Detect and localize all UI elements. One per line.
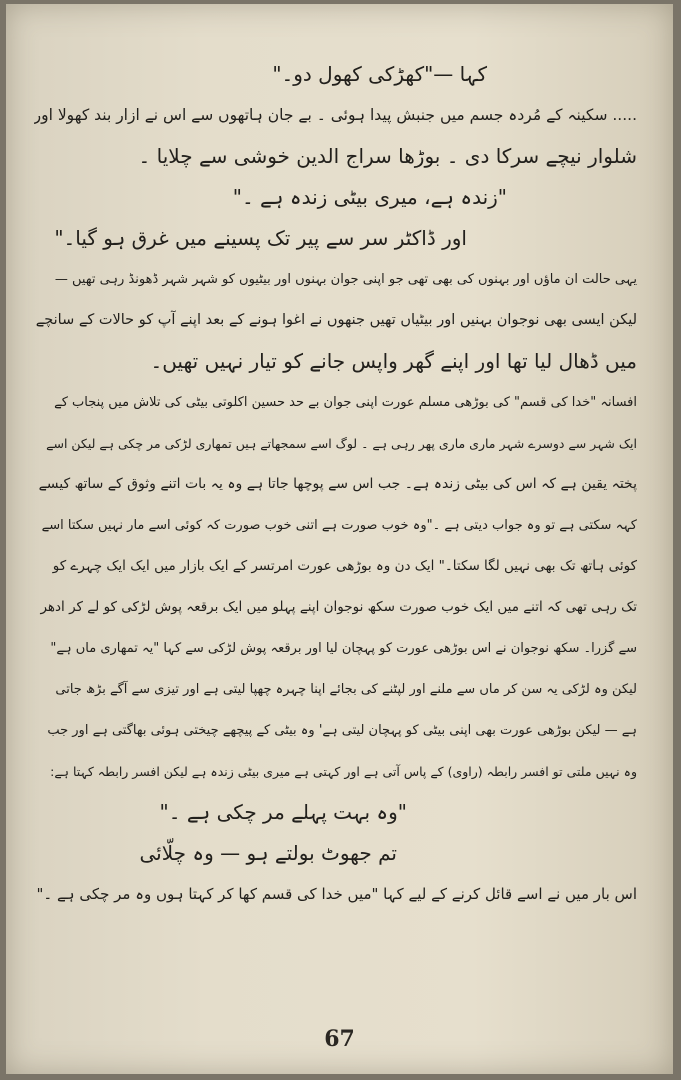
text-line: تم جھوٹ بولتے ہو — وہ چلّائی (139, 841, 397, 865)
text-line: "زندہ ہے، میری بیٹی زندہ ہے ۔" (232, 185, 507, 209)
text-line: تک رہی تھی کہ اتنے میں ایک خوب صورت سکھ نوجوان اپنے پہلو میں ایک برقعہ پوش لڑکی کو لے کر ادھر (40, 599, 637, 615)
text-line: ہے — لیکن بوڑھی عورت بھی اپنی بیٹی کو پہچان لیتی ہے' وہ بیٹی کے پیچھے چیختی ہوئی بھاگتی ہے اور جب (47, 723, 637, 738)
text-line: کوئی ہاتھ تک بھی نہیں لگا سکتا۔" ایک دن وہ بوڑھی عورت امرتسر کے ایک بازار میں ایک ایک چہرے کو (52, 558, 637, 574)
text-line: میں ڈھال لیا تھا اور اپنے گھر واپس جانے کو تیار نہیں تھیں۔ (150, 349, 637, 373)
text-line: اور ڈاکٹر سر سے پیر تک پسینے میں غرق ہو گیا۔" (54, 226, 467, 250)
text-line: کہہ سکتی ہے تو وہ جواب دیتی ہے ۔"وہ خوب صورت ہے اتنی خوب صورت کہ کوئی اسے مار نہیں سکتا اسے (41, 518, 637, 533)
text-line: "وہ بہت پہلے مر چکی ہے ۔" (159, 800, 407, 824)
text-line: وہ نہیں ملتی تو افسر رابطہ (راوی) کے پاس آتی ہے اور کہتی ہے میری بیٹی زندہ ہے لیکن افسر رابطہ کہتا ہے: (50, 764, 637, 779)
urdu-text-body (34, 54, 637, 915)
text-line: لیکن وہ لڑکی یہ سن کر ماں سے ملنے اور لپٹنے کی بجائے اپنا چہرہ چھپا لیتی ہے اور تیزی سے آگے بڑھ جاتی (55, 682, 637, 697)
text-line: افسانہ "خدا کی قسم" کی بوڑھی مسلم عورت اپنی جوان بے حد حسین اکلوتی بیٹی کی تلاش میں پنجاب کے (54, 395, 637, 410)
text-line: سے گزرا۔ سکھ نوجوان نے اس بوڑھی عورت کو پہچان لیا اور برقعہ پوش لڑکی سے کہا "یہ تمھاری ماں ہے" (50, 641, 637, 656)
text-line: یہی حالت ان ماؤں اور بہنوں کی بھی تھی جو اپنی جوان بہنوں اور بیٹیوں کو شہر شہر ڈھونڈ رہی تھیں — (54, 272, 637, 287)
page-number: 67 (324, 1026, 355, 1052)
text-line: کہا —"کھڑکی کھول دو۔" (272, 62, 487, 86)
book-page (6, 4, 673, 1074)
text-line: شلوار نیچے سرکا دی ۔ بوڑھا سراج الدین خوشی سے چلایا ۔ (138, 144, 637, 168)
text-line: اس بار میں نے اسے قائل کرنے کے لیے کہا "میں خدا کی قسم کھا کر کہتا ہوں وہ مر چکی ہے ۔" (36, 885, 637, 903)
text-line: ..... سکینہ کے مُردہ جسم میں جنبش پیدا ہوئی ۔ بے جان ہاتھوں سے اس نے ازار بند کھولا اور (34, 106, 637, 124)
text-line: لیکن ایسی بھی نوجوان بہنیں اور بیٹیاں تھیں جنھوں نے اغوا ہونے کے بعد اپنے آپ کو حالات کے سانچے (35, 312, 637, 328)
text-line: پختہ یقین ہے کہ اس کی بیٹی زندہ ہے۔ جب اس سے پوچھا جاتا ہے وہ یہ بات اتنے وثوق کے ساتھ کیسے (38, 476, 637, 492)
text-line: ایک شہر سے دوسرے شہر ماری ماری پھر رہی ہے ۔ لوگ اسے سمجھاتے ہیں تمھاری لڑکی مر چکی ہے لیکن اسے (46, 436, 637, 451)
